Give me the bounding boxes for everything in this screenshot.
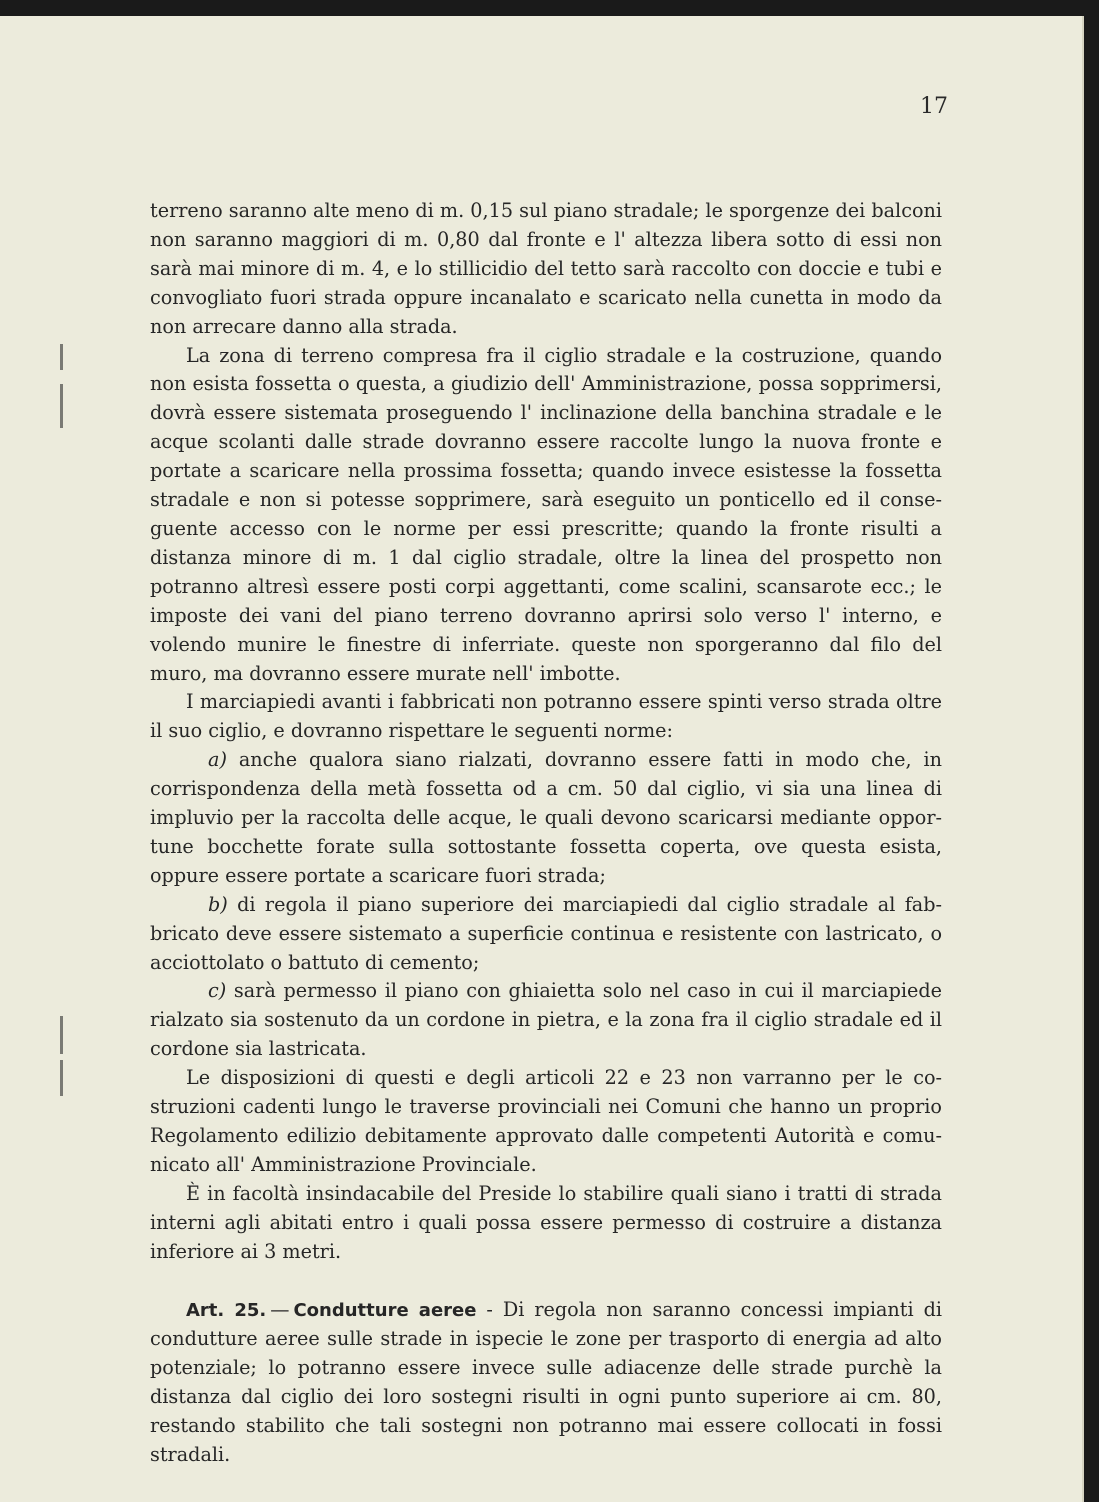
paragraph-continuation: terreno saranno alte meno di m. 0,15 sul piano stradale; le sporgenze dei balconi non saranno maggiori di m. 0,80 dal fronte e l' altezza libera sotto di essi non sarà mai minore di m. 4, e lo stillicidio del tetto sarà raccolto con doccie e tubi e convogliato fuori strada oppure incanalato e scaricato nella cunetta in modo da non arrecare danno alla strada. — [150, 199, 942, 338]
article-title: Condutture aeree — [293, 1299, 477, 1321]
staple-mark-lower — [60, 1016, 63, 1054]
page-number: 17 — [920, 94, 948, 119]
article-dash: — — [270, 1297, 290, 1321]
staple-mark-bottom — [60, 1060, 63, 1096]
article-text: - Di regola non saranno concessi impianti di condutture aeree sulle strade in ispecie le zone per trasporto di energia ad alto potenziale; lo potranno essere invece sulle adiacenze delle strade purchè la distanza dal ciglio dei loro sostegni risulti in ogni punto superiore ai cm. 80, restando stabilito che tali sostegni non potranno mai essere collocati in fossi stradali. — [150, 1297, 942, 1467]
list-item-a — [150, 746, 942, 891]
article-number: Art. 25. — [186, 1299, 267, 1321]
staple-mark-upper — [60, 384, 63, 428]
list-item-c — [150, 977, 942, 1064]
list-item-b — [150, 891, 942, 978]
article-25 — [150, 1296, 942, 1470]
item-a-text: anche qualora siano rialzati, dovranno essere fatti in modo che, in corrispondenza della metà fossetta od a cm. 50 dal ciglio, vi sia una linea di impluvio per la raccolta delle acque, le quali devono scaricarsi mediante opportune bocchette forate sulla sottostante fossetta coperta, ove questa esista, oppure essere portate a scaricare fuori strada; — [150, 748, 942, 887]
staple-mark-top — [60, 344, 63, 370]
paragraph-marciapiedi: I marciapiedi avanti i fabbricati non potranno essere spinti verso strada oltre il suo ciglio, e dovranno rispettare le seguenti norme: — [150, 690, 942, 743]
paragraph-disposizioni: Le disposizioni di questi e degli articoli 22 e 23 non varranno per le costruzioni cadenti lungo le traverse provinciali nei Comuni che hanno un proprio Regolamento edilizio debitamente approvato dalle competenti Autorità e comunicato all' Amministrazione Provinciale. — [150, 1066, 942, 1176]
paragraph-zona-terreno: La zona di terreno compresa fra il ciglio stradale e la costruzione, quando non esista fossetta o questa, a giudizio dell' Amministrazione, possa sopprimersi, dovrà essere sistemata proseguendo l' inclinazione della banchina stradale e le acque scolanti dalle strade dovranno essere raccolte lungo la nuova fronte e portate a scaricare nella prossima fossetta; quando invece esistesse la fossetta stradale e non si potesse sopprimere, sarà eseguito un ponticello ed il conseguente accesso con le norme per essi prescritte; quando la fronte risulti a distanza minore di m. 1 dal ciglio stradale, oltre la linea del prospetto non potranno altresì essere posti corpi aggettanti, come scalini, scansarote ecc.; le imposte dei vani del piano terreno dovranno aprirsi solo verso l' interno, e volendo munire le finestre di inferriate. queste non sporgeranno dal filo del muro, ma dovranno essere murate nell' imbotte. — [150, 343, 942, 685]
paragraph-facolta-preside: È in facoltà insindacabile del Preside lo stabilire quali siano i tratti di strada interni agli abitati entro i quali possa essere permesso di costruire a distanza inferiore ai 3 metri. — [150, 1181, 942, 1263]
item-c-text: sarà permesso il piano con ghiaietta solo nel caso in cui il marciapiede rialzato sia sostenuto da un cordone in pietra, e la zona fra il ciglio stradale ed il cordone sia lastricata. — [150, 979, 942, 1061]
item-b-letter: b) — [208, 892, 228, 916]
item-c-letter: c) — [208, 979, 227, 1003]
item-b-text: di regola il piano superiore dei marciapiedi dal ciglio stradale al fabbricato deve essere sistemato a superficie continua e resistente con lastricato, o acciottolato o battuto di cemento; — [150, 892, 942, 974]
item-a-letter: a) — [208, 748, 227, 772]
section-spacer — [150, 1267, 942, 1296]
body-text — [150, 197, 942, 1470]
